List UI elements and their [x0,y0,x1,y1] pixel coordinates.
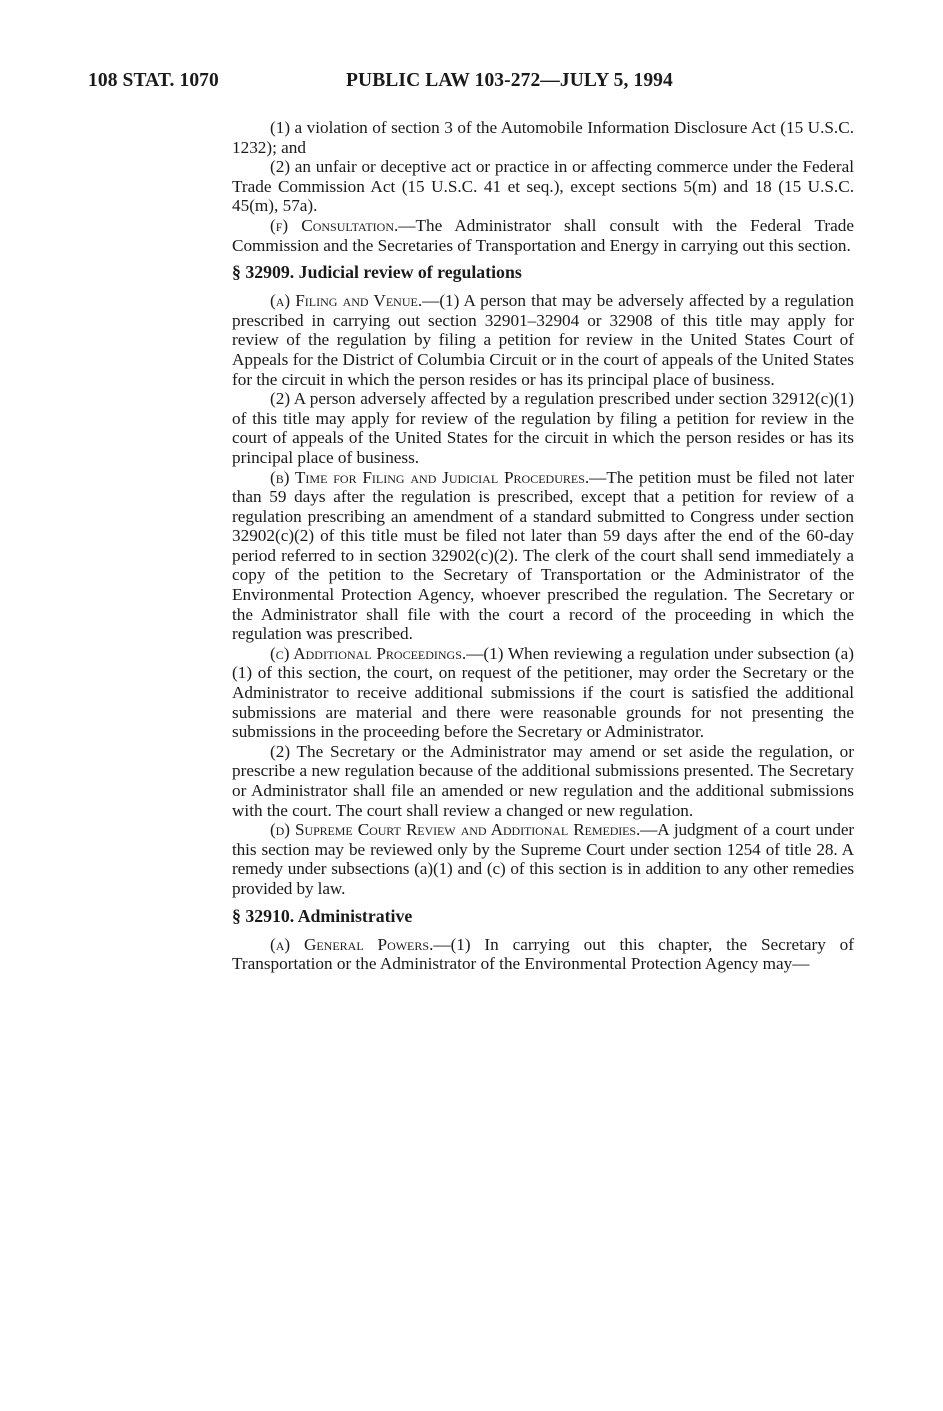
section-32909-a1 [232,291,854,389]
section-32908-consultation [232,216,854,255]
law-title: PUBLIC LAW 103-272—JULY 5, 1994 [346,70,673,91]
subsection-label: (b) Time for Filing and Judicial Procedures.— [270,467,607,487]
section-32909-a2: (2) A person adversely affected by a regulation prescribed under section 32912(c)(1) of this title may apply for review of the regulation by filing a petition for review in the court of appeals of the United States for the circuit in which the person resides or has its principal place of business. [232,389,854,467]
subsection-text: The petition must be filed not later than 59 days after the regulation is prescribed, except that a petition for review of a regulation prescribing an amendment of a standard submitted to Congress under section 32902(c)(2) of this title must be filed not later than 59 days after the end of the 60-day period referred to in section 32902(c)(2). The clerk of the court shall send immediately a copy of the petition to the Secretary of Transportation or the Administrator of the Environmental Protection Agency, whoever prescribed the regulation. The Secretary or the Administrator shall file with the court a record of the proceeding in which the regulation was prescribed. [232,467,854,644]
section-32909-heading: § 32909. Judicial review of regulations [232,262,522,283]
subsection-label: (c) Additional Proceedings.— [270,643,484,663]
section-32908-para-1: (1) a violation of section 3 of the Automobile Information Disclosure Act (15 U.S.C. 1232); and [232,118,854,157]
section-32909-c1 [232,644,854,742]
subsection-text: (1) In carrying out this chapter, the Secretary of Transportation or the Administrator of the Environmental Protection Agency may— [232,934,854,974]
section-32910-a1 [232,935,854,974]
subsection-label: (a) Filing and Venue.— [270,291,440,311]
subsection-label: (a) General Powers.— [270,934,451,954]
subsection-label: (d) Supreme Court Review and Additional Remedies.— [270,820,658,840]
subsection-text: A judgment of a court under this section may be reviewed only by the Supreme Court under section 1254 of title 28. A remedy under subsections (a)(1) and (c) of this section is in addition to any other remedies provided by law. [232,820,854,898]
subsection-text: (1) A person that may be adversely affected by a regulation prescribed in carrying out section 32901–32904 or 32908 of this title may apply for review of the regulation by filing a petition for review in the United States Court of Appeals for the District of Columbia Circuit or in the court of appeals of the United States for the circuit in which the person resides or has its principal place of business. [232,291,854,389]
section-32908-para-2: (2) an unfair or deceptive act or practice in or affecting commerce under the Federal Trade Commission Act (15 U.S.C. 41 et seq.), except sections 5(m) and 18 (15 U.S.C. 45(m), 57a). [232,157,854,216]
subsection-label: (f) Consultation.— [270,215,416,235]
section-32909-d [232,820,854,898]
page-header [88,70,858,96]
subsection-text: (1) When reviewing a regulation under subsection (a)(1) of this section, the court, on request of the petitioner, may order the Secretary or the Administrator to receive additional submissions if the court is satisfied the additional submissions are material and there were reasonable grounds for not presenting the submissions in the proceeding before the Secretary or Administrator. [232,643,854,742]
stat-citation: 108 STAT. 1070 [88,70,219,91]
section-32910-heading: § 32910. Administrative [232,905,413,926]
subsection-text: The Administrator shall consult with the Federal Trade Commission and the Secretaries of Transportation and Energy in carrying out this section. [232,215,855,255]
section-32909-c2: (2) The Secretary or the Administrator may amend or set aside the regulation, or prescribe a new regulation because of the additional submissions presented. The Secretary or Administrator shall file an amended or new regulation and the additional submissions with the court. The court shall review a changed or new regulation. [232,741,854,820]
section-32909-b [232,468,854,644]
page-body [232,118,854,974]
